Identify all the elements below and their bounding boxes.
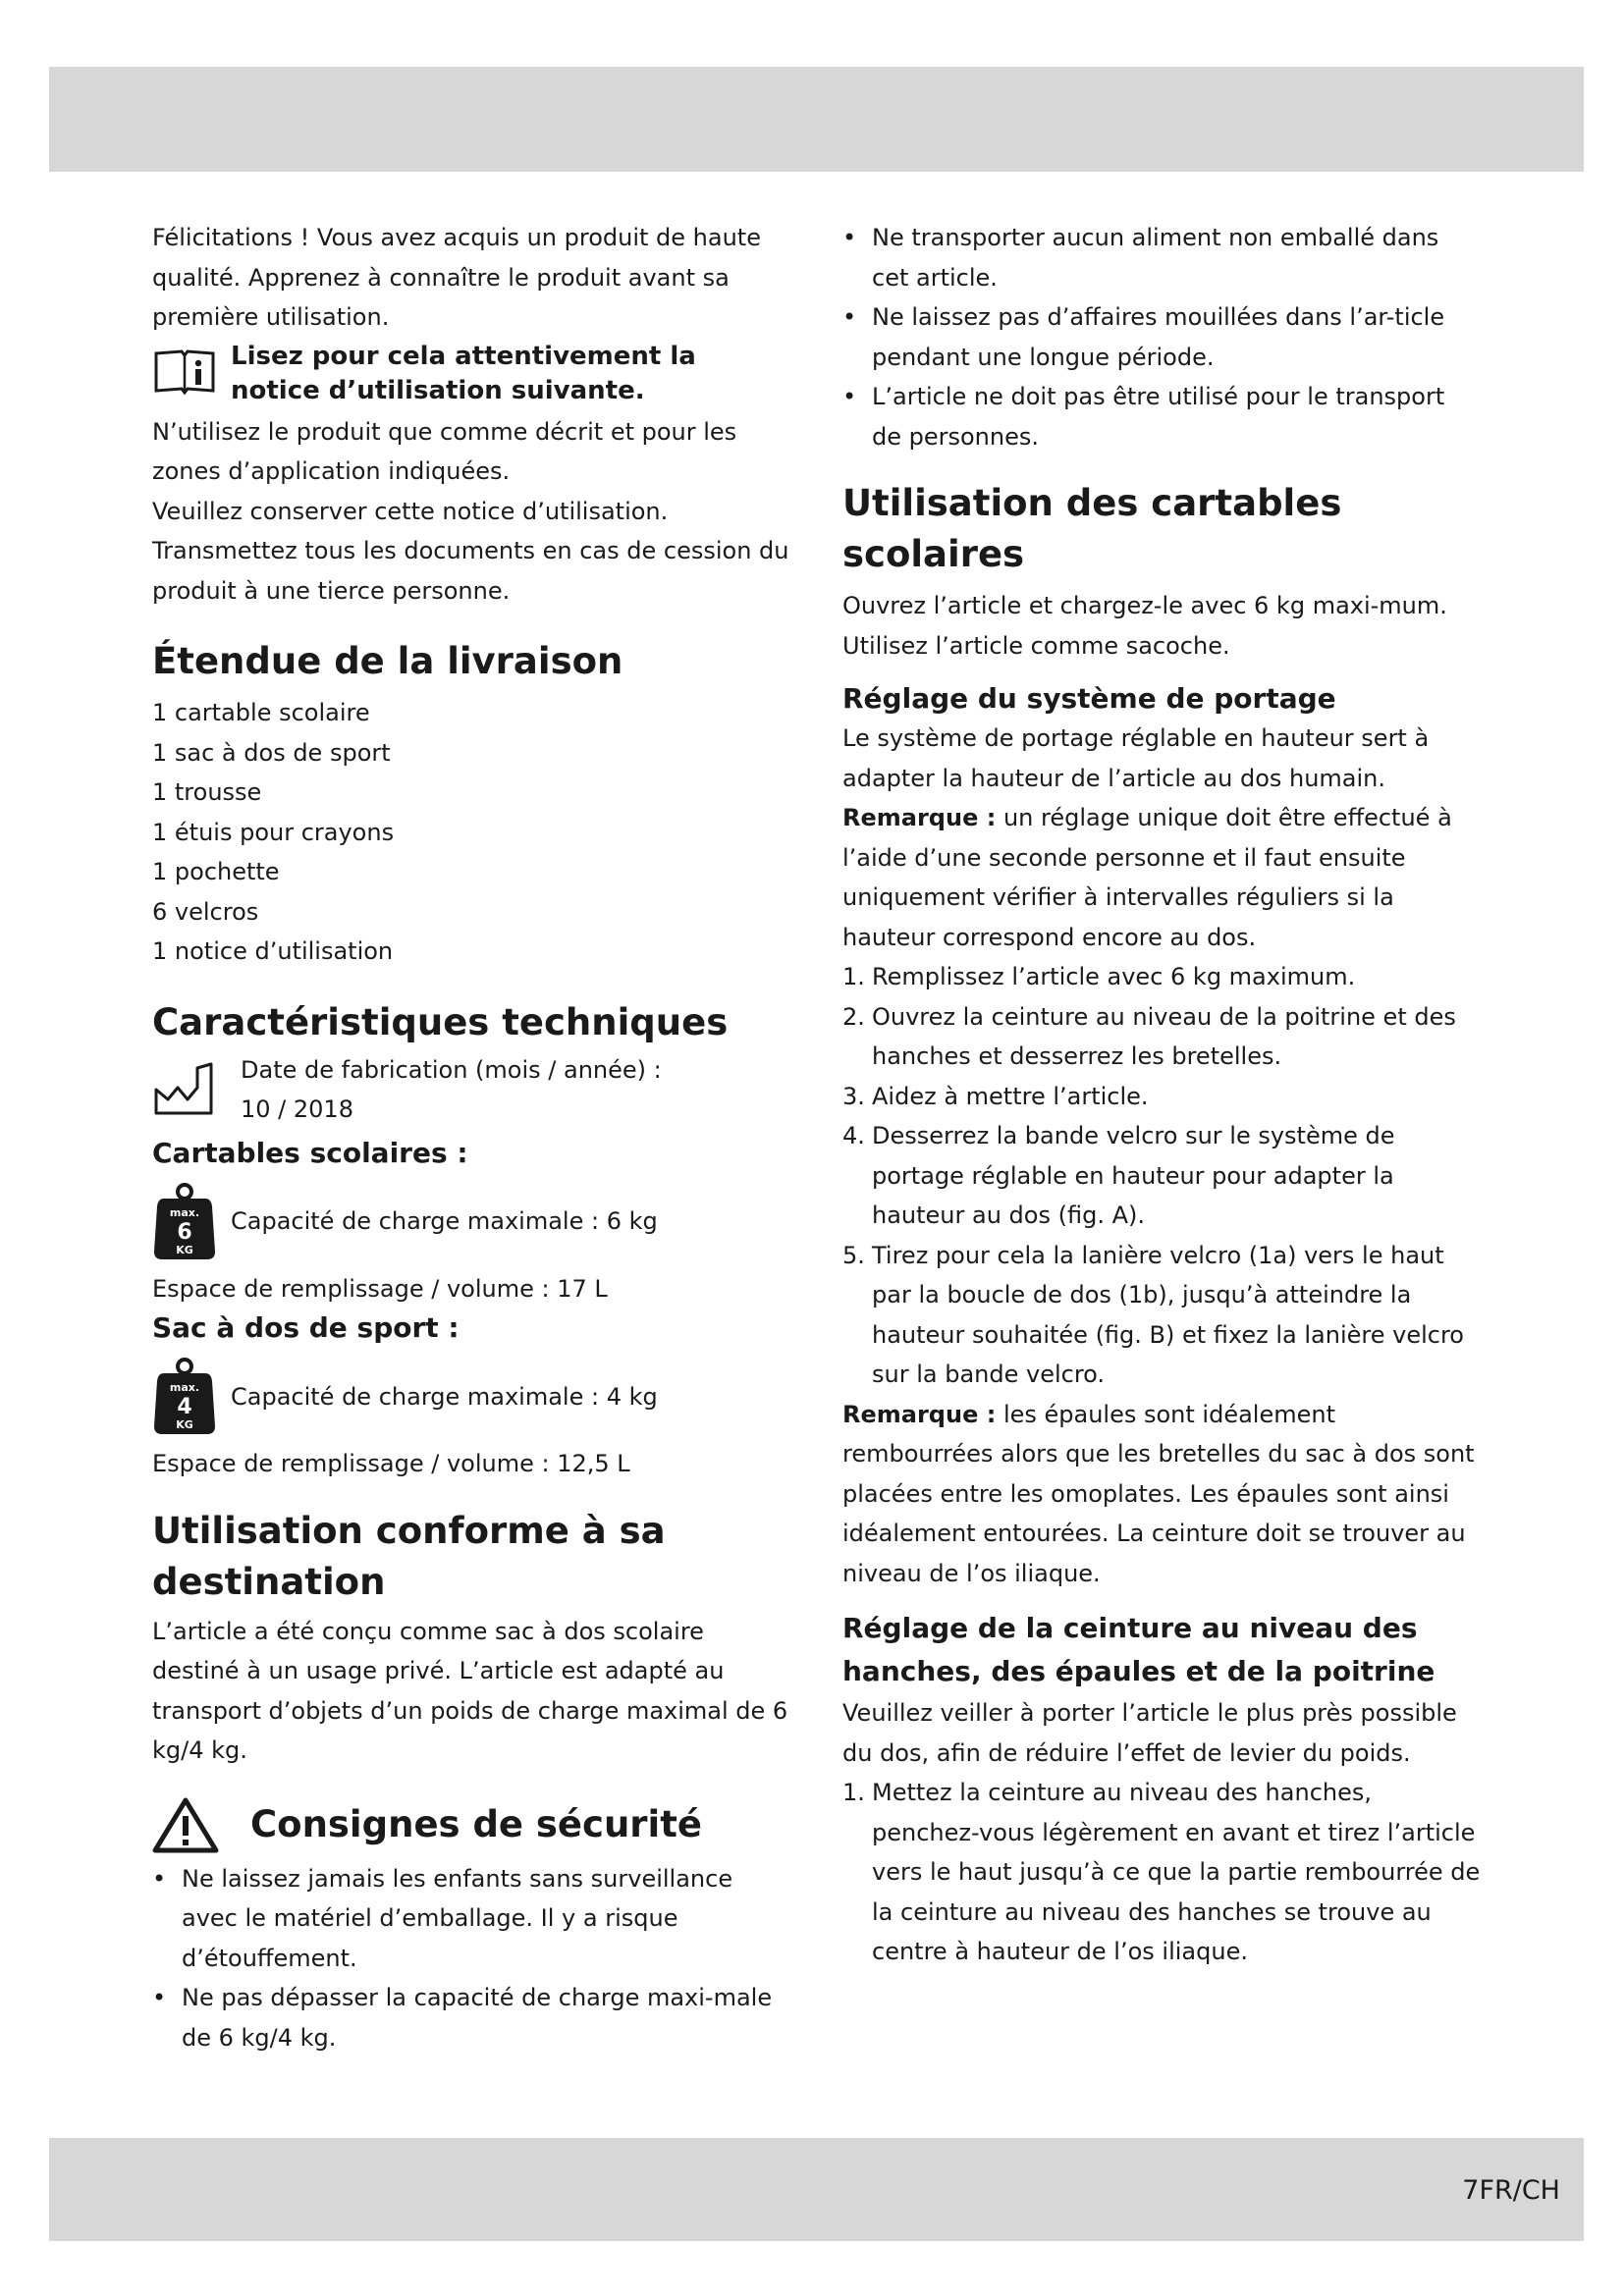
right-column <box>842 218 1481 1972</box>
bullet-icon: • <box>842 224 857 251</box>
bullet-icon: • <box>152 1984 167 2011</box>
delivery-heading: Étendue de la livraison <box>152 640 623 682</box>
safety-heading: Consignes de sécurité <box>250 1802 703 1845</box>
remark-label: Remarque : <box>842 804 997 831</box>
adjust-steps <box>842 957 1481 1395</box>
school-capacity-row <box>152 1183 790 1261</box>
remark-text: les épaules sont idéalement rembourrées alors que les bretelles du sac à dos sont placées entre les omoplates. Les épaules sont ainsi idéalement entourées. La ceinture doit se trouver au niveau de l’os iliaque. <box>842 1400 1475 1587</box>
list-item: 4. Desserrez la bande velcro sur le système de portage réglable en hauteur pour adapter la hauteur au dos (fig. A). <box>842 1122 1395 1229</box>
weight-max-text: max. <box>169 1381 200 1394</box>
safety-heading-row <box>152 1796 790 1853</box>
sport-volume-text: Espace de remplissage / volume : 12,5 L <box>152 1450 630 1477</box>
weight-unit-text: KG <box>176 1243 193 1256</box>
remark-paragraph-2 <box>842 1395 1481 1594</box>
list-item: 1 trousse <box>152 778 262 806</box>
safety-list <box>152 1859 790 2058</box>
adjust-paragraph: Le système de portage réglable en hauteur sert à adapter la hauteur de l’article au dos humain. <box>842 724 1430 792</box>
list-item: 3. Aidez à mettre l’article. <box>842 1082 1149 1110</box>
school-bags-heading: Cartables scolaires : <box>152 1136 468 1169</box>
belt-heading: Réglage de la ceinture au niveau des hanches, des épaules et de la poitrine <box>842 1612 1435 1687</box>
weight-unit-text: KG <box>176 1418 193 1431</box>
list-item: 1. Mettez la ceinture au niveau des hanches, penchez-vous légèrement en avant et tirez l’article vers le haut jusqu’à ce que la partie rembourrée de la ceinture au niveau des hanches se trouve au centre à hauteur de l’os iliaque. <box>842 1779 1481 1965</box>
school-capacity-text: Capacité de charge maximale : 6 kg <box>231 1207 658 1236</box>
warning-icon <box>152 1796 250 1853</box>
school-volume-text: Espace de remplissage / volume : 17 L <box>152 1274 608 1303</box>
list-item: 5. Tirez pour cela la lanière velcro (1a) vers le haut par la boucle de dos (1b), jusqu’à atteindre la hauteur souhaitée (fig. B) et fixez la lanière velcro sur la bande velcro. <box>842 1241 1464 1388</box>
list-item: 1 notice d’utilisation <box>152 937 394 965</box>
tech-heading: Caractéristiques techniques <box>152 1000 729 1043</box>
list-item: 1 sac à dos de sport <box>152 738 391 767</box>
bullet-icon: • <box>152 1864 167 1893</box>
intro-paragraph-4: Transmettez tous les documents en cas de cession du produit à une tierce personne. <box>152 537 789 605</box>
list-item: 6 velcros <box>152 897 259 926</box>
usage-paragraph: L’article a été conçu comme sac à dos scolaire destiné à un usage privé. L’article est adapté au transport d’objets d’un poids de charge maximal de 6 kg/4 kg. <box>152 1617 788 1764</box>
page-number: 7FR/CH <box>1462 2175 1560 2206</box>
list-item: • Ne transporter aucun aliment non emballé dans cet article. <box>842 218 1481 297</box>
notice-bold-text: Lisez pour cela attentivement la notice d’utilisation suivante. <box>231 341 696 405</box>
remark-paragraph-1 <box>842 798 1481 957</box>
list-item: • Ne laissez pas d’affaires mouillées dans l’ar-ticle pendant une longue période. <box>842 297 1481 377</box>
list-item: 1 cartable scolaire <box>152 699 370 726</box>
factory-date-icon <box>152 1060 241 1117</box>
belt-paragraph: Veuillez veiller à porter l’article le plus près possible du dos, afin de réduire l’effet de levier du poids. <box>842 1699 1457 1767</box>
remark-text: un réglage unique doit être effectué à l’aide d’une seconde personne et il faut ensuite uniquement vérifier à intervalles réguliers si la hauteur correspond encore au dos. <box>842 804 1452 951</box>
list-item: • Ne pas dépasser la capacité de charge maxi-male de 6 kg/4 kg. <box>152 1978 790 2057</box>
weight-icon <box>152 1183 231 1261</box>
list-item: • Ne laissez jamais les enfants sans surveillance avec le matériel d’emballage. Il y a risque d’étouffement. <box>152 1859 790 1979</box>
weight-value-text: 4 <box>177 1395 192 1419</box>
list-item: 1 étuis pour crayons <box>152 818 395 846</box>
header-band <box>49 67 1584 172</box>
bullet-icon: • <box>842 303 857 331</box>
manufacture-value: 10 / 2018 <box>241 1095 353 1123</box>
list-item: 1 pochette <box>152 858 280 885</box>
delivery-list <box>152 693 790 972</box>
manufacture-date <box>152 1050 790 1130</box>
list-item: • L’article ne doit pas être utilisé pour le transport de personnes. <box>842 377 1481 456</box>
bullet-icon: • <box>842 383 857 410</box>
remark-label: Remarque : <box>842 1400 997 1428</box>
use-paragraph: Ouvrez l’article et chargez-le avec 6 kg maxi-mum. Utilisez l’article comme sacoche. <box>842 592 1447 660</box>
weight-icon <box>152 1358 231 1436</box>
usage-heading: Utilisation conforme à sa destination <box>152 1509 666 1603</box>
footer-band <box>49 2138 1584 2241</box>
weight-value-text: 6 <box>177 1219 192 1245</box>
safety-list-continued <box>842 218 1481 456</box>
adjust-heading: Réglage du système de portage <box>842 682 1336 715</box>
manual-book-icon <box>152 346 231 397</box>
use-heading: Utilisation des cartables scolaires <box>842 482 1342 575</box>
list-item: 2. Ouvrez la ceinture au niveau de la poitrine et des hanches et desserrez les bretelles. <box>842 1002 1456 1070</box>
intro-paragraph: Félicitations ! Vous avez acquis un produit de haute qualité. Apprenez à connaître le produit avant sa première utilisation. <box>152 224 761 331</box>
left-column <box>152 218 790 2057</box>
manufacture-label: Date de fabrication (mois / année) : <box>241 1055 662 1084</box>
sport-capacity-text: Capacité de charge maximale : 4 kg <box>231 1382 658 1411</box>
intro-paragraph-2: N’utilisez le produit que comme décrit et pour les zones d’application indiquées. <box>152 417 737 485</box>
sport-bag-heading: Sac à dos de sport : <box>152 1311 460 1344</box>
notice-callout <box>152 340 790 408</box>
intro-paragraph-3: Veuillez conserver cette notice d’utilisation. <box>152 497 669 525</box>
list-item: 1. Remplissez l’article avec 6 kg maximum. <box>842 963 1356 990</box>
weight-max-text: max. <box>169 1205 200 1219</box>
sport-capacity-row <box>152 1358 790 1436</box>
